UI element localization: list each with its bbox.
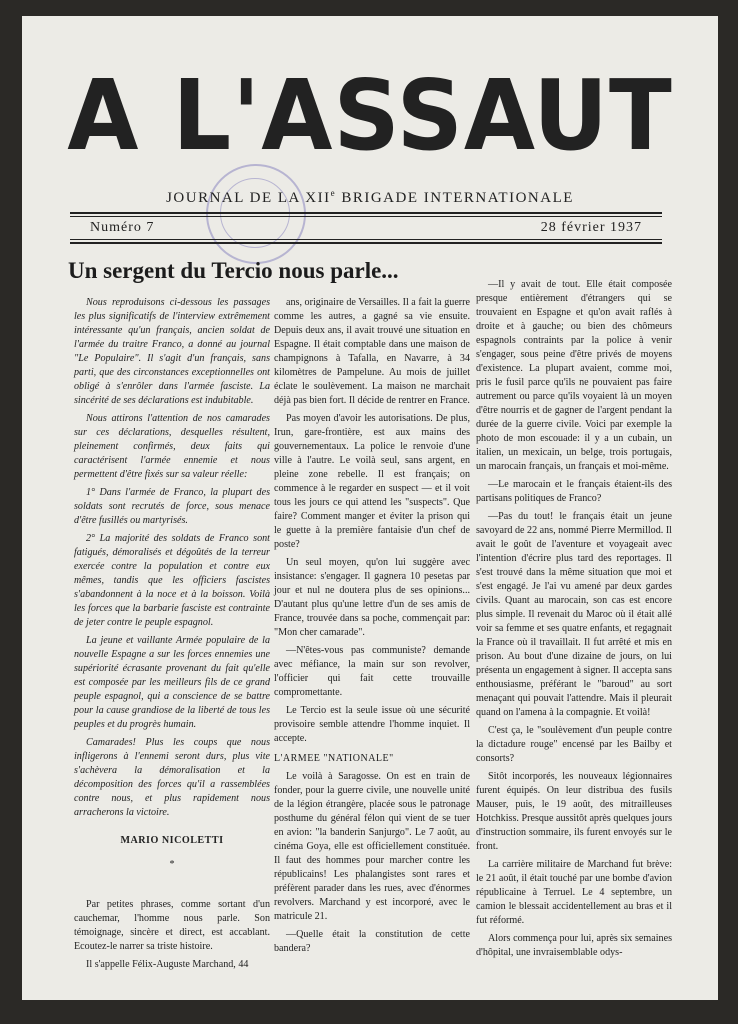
issue-date: 28 février 1937: [540, 220, 642, 235]
intro-paragraph: 1° Dans l'armée de Franco, la plupart des soldats sont recrutés de force, sous menace d'être fusillés ou martyrisés.: [74, 487, 270, 526]
body-paragraph: —Il y avait de tout. Elle était composée presque entièrement d'étrangers qui se trouvaient en Espagne et qu'on avait raflés à droite et à gauche; ou bien des chômeurs espagnols contraints par la police à venir s'engager, sous peine d'être privés de moyens d'existence. La plupart avaient, comme moi, pris le fusil parce qu'ils ne pouvaient pas faire autrement ou parce qu'ils voyaient là un moyen d'être nourris et de gagner de l'argent pendant la durée de la guerre civile. Voici par exemple la photo de mon escouade: il y a un cubain, un italien, un mexicain, un belge, trois portugais, un marocain français, un français et moi-même.: [476, 279, 672, 472]
intro-paragraph: Camarades! Plus les coups que nous infligerons à l'ennemi seront durs, plus vite s'achèvera la démoralisation et la décomposition des forces qu'il a rassemblées contre nous, et plus rapidement nous arracherons la victoire.: [74, 737, 270, 818]
newspaper-page: [22, 16, 718, 1000]
body-paragraph: —Le marocain et le français étaient-ils des partisans politiques de Franco?: [476, 479, 672, 504]
body-paragraph: —Quelle était la constitution de cette bandera?: [274, 929, 470, 954]
article-headline: Un sergent du Tercio nous parle...: [68, 258, 399, 283]
intro-paragraph: 2° La majorité des soldats de Franco sont fatigués, démoralisés et dégoûtés de la terreur exercée contre la population et contre eux mêmes, tandis que les officiers fascistes s'abandonnent à la noce et à la boisson. Voilà les forces que la barbarie fasciste est contrainte de jeter contre le peuple espagnol.: [74, 533, 270, 628]
intro-signature: MARIO NICOLETTI: [120, 835, 224, 846]
body-paragraph: La carrière militaire de Marchand fut brève: le 21 août, il était touché par une bombe d'avion républicaine à Terruel. Le 4 septembre, un camion le blessait accidentellement au bras et il fut réformé.: [476, 859, 672, 926]
subtitle-post: BRIGADE INTERNATIONALE: [336, 190, 574, 206]
body-paragraph: Un seul moyen, qu'on lui suggère avec insistance: s'engager. Il gagnera 10 pesetas par jour et nul ne doutera plus de ses opinions... D'autant plus qu'une lettre d'un de ses amis de France, trouvée dans sa poche, commençait par: "Mon cher camarade".: [274, 557, 470, 638]
subtitle-pre: JOURNAL DE LA XII: [166, 190, 331, 206]
article-column-1: [74, 296, 270, 976]
body-paragraph: ans, originaire de Versailles. Il a fait la guerre comme les autres, a gagné sa vie ensuite. Depuis deux ans, il avait trouvé une situation en Espagne. Il était comptable dans une maison de champignons à Tafalla, en Navarre, à 34 kilomètres de Pampelune. Au mois de juillet éclate le soulèvement. La maison ne marchait déjà pas bien fort. Il décide de rentrer en France.: [274, 297, 470, 406]
masthead-subtitle: [22, 188, 718, 207]
issue-info-row: [90, 220, 642, 236]
body-paragraph: —Pas du tout! le français était un jeune savoyard de 22 ans, nommé Pierre Mermillod. Il avait le goût de l'aventure et voyageait avec l'intention d'écrire plus tard des reportages. Il s'est trouvé dans la même situation que moi et s'est engagé. Je l'ai vu amené par deux gardes civils. Quant au marocain, son cas est encore plus simple. Il revenait du Maroc où il était allé voir sa femme et ses quatre enfants, et regagnait la France où il travaillait. Il fut arrêté et mis en prison. Au bout d'une dizaine de jours, on lui présenta un engagement à signer. Il accepta sans enthousiasme, préférant le "baroud" au sort menaçant qui pouvait l'attendre. Mais il pleurait quand on l'amena à la compagnie. Et voilà!: [476, 511, 672, 718]
issue-number: Numéro 7: [90, 220, 155, 235]
body-paragraph: C'est ça, le "soulèvement d'un peuple contre la dictadure rouge" encensé par les Bailby et consorts?: [476, 725, 672, 764]
body-paragraph: Pas moyen d'avoir les autorisations. De plus, Irun, gare-frontière, est aux mains des gouvernementaux. La police le renvoie d'une ville à l'autre. Le voilà seul, sans argent, en pleine zone rebelle. Il est français; on commence à le regarder en suspect — et il voit tous les jours ce qui attend les "suspects". Que faire? Comment manger et éviter la prison qui le guette à la première fantaisie d'un chef de poste?: [274, 413, 470, 550]
top-rule-2: [70, 216, 662, 217]
section-separator: *: [169, 859, 175, 870]
article-column-2: [274, 296, 470, 960]
section-heading: L'ARMEE "NATIONALE": [274, 753, 394, 764]
intro-paragraph: Nous attirons l'attention de nos camarades sur ces déclarations, desquelles résultent, pleinement confirmés, deux faits qui caractérisent l'armée ennemie et nous permettent d'être fixés sur sa valeur réelle:: [74, 413, 270, 480]
body-paragraph: Le voilà à Saragosse. On est en train de fonder, pour la guerre civile, une nouvelle unité de la légion étrangère, placée sous le patronage posthume du général félon qui vient de se tuer en avion: "la banderin Sanjurgo". Le 7 août, au cinéma Goya, elle est officiellement constituée. Il faut des hommes pour marcher contre les républicains! Les phalangistes sont rares et préfèrent parader dans les rues, avec d'énormes revolvers. Marchand y est incorporé, avec le matricule 21.: [274, 771, 470, 922]
bottom-rule-2: [70, 242, 662, 244]
body-paragraph: Le Tercio est la seule issue où une sécurité provisoire semble attendre l'homme inquiet. Il accepte.: [274, 705, 470, 744]
intro-paragraph: Nous reproduisons ci-dessous les passages les plus significatifs de l'interview extrêmement intéressante qu'un français, ancien soldat de l'armée du traitre Franco, a donné au journal "Le Populaire". Il s'agit d'un français, sans parti, que des circonstances exceptionnelles ont obligé à s'enrôler dans l'armée fasciste. La sincérité de ses déclarations est indubitable.: [74, 297, 270, 406]
body-paragraph: Sitôt incorporés, les nouveaux légionnaires furent équipés. On leur distribua des fusils Mauser, puis, le 19 août, des mitrailleuses Hotchkiss. Presque aussitôt après quelques jours d'instruction sommaire, ils furent envoyés sur le front.: [476, 771, 672, 852]
library-stamp-icon: [206, 164, 306, 264]
bottom-rule-1: [70, 239, 662, 240]
body-paragraph: Par petites phrases, comme sortant d'un cauchemar, l'homme nous parle. Son témoignage, sincère et direct, est accablant. Ecoutez-le narrer sa triste histoire.: [74, 899, 270, 952]
body-paragraph: Il s'appelle Félix-Auguste Marchand, 44: [86, 959, 249, 970]
body-paragraph: Alors commença pour lui, après six semaines d'hôpital, une invraisemblable odys-: [476, 933, 672, 958]
article-column-3: [476, 278, 672, 964]
top-rule-1: [70, 212, 662, 214]
subtitle-sup: e: [330, 188, 337, 198]
body-paragraph: —N'êtes-vous pas communiste? demande avec méfiance, la main sur son revolver, l'officier qui fait cette trouvaille compromettante.: [274, 645, 470, 698]
intro-paragraph: La jeune et vaillante Armée populaire de la nouvelle Espagne a sur les forces ennemies une supériorité écrasante provenant du fait qu'elle est composée par les meilleurs fils de ce grand peuple espagnol, qui a conscience de se battre pour la cause grandiose de la liberté de tous les peuples et du progrès humain.: [74, 635, 270, 730]
masthead-title: A L'ASSAUT: [67, 58, 673, 173]
